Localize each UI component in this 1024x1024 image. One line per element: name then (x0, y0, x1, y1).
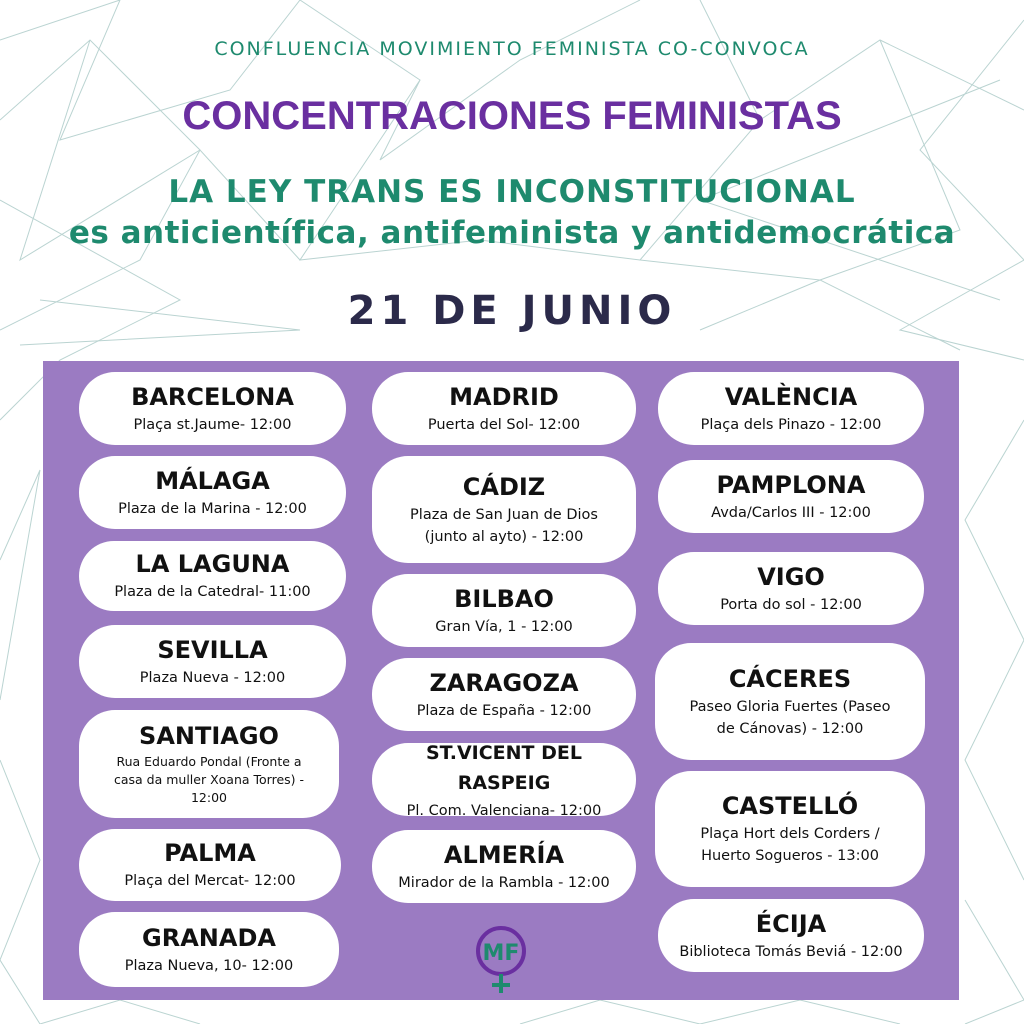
city-name: MÁLAGA (155, 466, 270, 495)
city-name: CÁDIZ (462, 472, 546, 501)
venue-time: Plaza de la Marina - 12:00 (118, 500, 307, 517)
venue-time: Plaça del Mercat- 12:00 (124, 873, 296, 889)
venue-time: Biblioteca Tomás Beviá - 12:00 (679, 943, 903, 960)
venue-time: Plaça dels Pinazo - 12:00 (700, 416, 882, 433)
location-card-pamplona (658, 460, 924, 533)
city-name: VIGO (757, 562, 825, 591)
venue-time: Plaza de España - 12:00 (416, 702, 592, 719)
venue-time: Plaça st.Jaume- 12:00 (133, 416, 292, 433)
subtitle-line-2: es anticientífica, antifeminista y antidemocrática (68, 215, 956, 251)
location-card-castello (655, 771, 925, 887)
location-card-valencia (658, 372, 924, 445)
venue-time: Plaza Nueva - 12:00 (139, 669, 286, 686)
venue-time: Paseo Gloria Fuertes (Paseo de Cánovas) - 12:00 (689, 698, 891, 737)
city-name: SEVILLA (157, 635, 268, 664)
city-name: BARCELONA (131, 382, 294, 411)
city-name: PAMPLONA (716, 470, 866, 499)
location-card-st-vicent-del-raspeig (372, 741, 636, 819)
feminist-symbol-icon (471, 921, 531, 995)
location-card-sevilla (79, 625, 346, 698)
subtitle-line-1: LA LEY TRANS ES INCONSTITUCIONAL (168, 174, 856, 210)
location-card-caceres (655, 643, 925, 760)
venue-time: Plaza de la Catedral- 11:00 (114, 584, 311, 600)
venue-time: Gran Vía, 1 - 12:00 (435, 618, 573, 635)
venue-time: Plaza de San Juan de Dios (junto al ayto) - 12:00 (410, 506, 598, 545)
venue-time: Puerta del Sol- 12:00 (427, 416, 581, 433)
event-date: 21 DE JUNIO (347, 288, 677, 334)
venue-time: Pl. Com. Valenciana- 12:00 (406, 802, 602, 819)
city-name: MADRID (449, 382, 559, 411)
location-card-madrid (372, 372, 636, 445)
city-name: CASTELLÓ (721, 792, 859, 820)
city-name: ZARAGOZA (429, 668, 579, 697)
venue-time: Avda/Carlos III - 12:00 (711, 504, 871, 521)
venue-time: Porta do sol - 12:00 (720, 596, 862, 613)
locations-panel (43, 361, 959, 1000)
location-card-ecija (658, 899, 924, 972)
location-card-malaga (79, 456, 346, 529)
location-card-zaragoza (372, 658, 636, 731)
page-title: CONCENTRACIONES FEMINISTAS (182, 94, 842, 138)
organization-line: CONFLUENCIA MOVIMIENTO FEMINISTA CO-CONVOCA (214, 38, 810, 60)
location-card-santiago (79, 710, 339, 818)
location-card-almeria (372, 830, 636, 903)
city-name: ÉCIJA (755, 909, 827, 938)
city-name: LA LAGUNA (135, 550, 290, 578)
city-name: GRANADA (142, 923, 276, 952)
venue-time: Rua Eduardo Pondal (Fronte a casa da muller Xoana Torres) - 12:00 (113, 754, 305, 805)
location-card-cadiz (372, 456, 636, 563)
location-card-palma (79, 829, 341, 901)
city-name: ST.VICENT DEL RASPEIG (425, 741, 582, 794)
location-card-vigo (658, 552, 924, 625)
location-card-bilbao (372, 574, 636, 647)
city-name: SANTIAGO (139, 722, 279, 750)
location-card-barcelona (79, 372, 346, 445)
venue-time: Plaça Hort dels Corders / Huerto Sogueros - 13:00 (700, 826, 880, 864)
city-name: BILBAO (454, 584, 554, 613)
city-name: VALÈNCIA (724, 382, 858, 411)
logo-text: MF (482, 941, 520, 966)
city-name: PALMA (164, 839, 256, 867)
venue-time: Plaza Nueva, 10- 12:00 (124, 957, 294, 974)
city-name: CÁCERES (728, 664, 852, 693)
location-card-granada (79, 912, 339, 987)
city-name: ALMERÍA (443, 840, 565, 869)
location-card-la-laguna (79, 541, 346, 611)
venue-time: Mirador de la Rambla - 12:00 (398, 874, 610, 891)
